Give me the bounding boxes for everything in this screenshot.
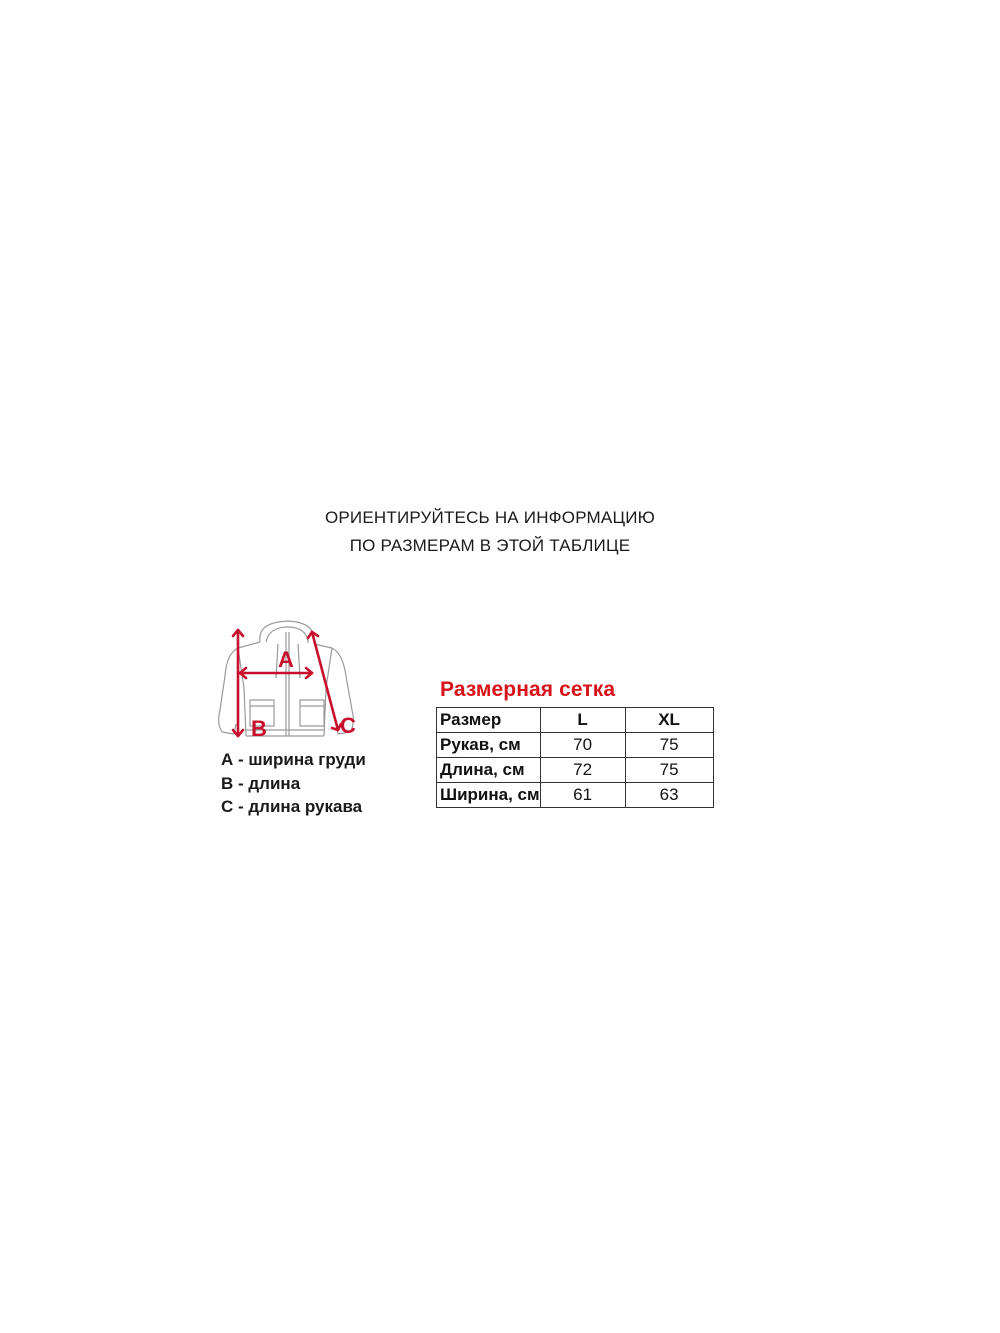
legend-item-c: С - длина рукава bbox=[221, 797, 363, 816]
intro-text bbox=[0, 504, 980, 560]
cell-xl: 63 bbox=[625, 783, 713, 808]
table-row bbox=[437, 783, 714, 808]
size-chart-title: Размерная сетка bbox=[440, 678, 616, 701]
row-label: Ширина, см bbox=[437, 783, 541, 808]
jacket-sketch-icon bbox=[208, 618, 368, 746]
header-cell-l: L bbox=[540, 708, 625, 733]
table-header-row bbox=[437, 708, 714, 733]
cell-l: 72 bbox=[540, 758, 625, 783]
cell-xl: 75 bbox=[625, 758, 713, 783]
label-b: B bbox=[251, 716, 267, 741]
size-chart-table bbox=[436, 707, 714, 808]
legend-item-b: В - длина bbox=[221, 773, 301, 793]
cell-l: 61 bbox=[540, 783, 625, 808]
cell-l: 70 bbox=[540, 733, 625, 758]
cell-xl: 75 bbox=[625, 733, 713, 758]
measurement-legend bbox=[221, 748, 366, 819]
legend-item-a: А - ширина груди bbox=[221, 750, 366, 769]
row-label: Длина, см bbox=[437, 758, 541, 783]
label-c: C bbox=[340, 713, 356, 738]
jacket-measurement-diagram bbox=[208, 618, 368, 746]
intro-line-2: ПО РАЗМЕРАМ В ЭТОЙ ТАБЛИЦЕ bbox=[349, 536, 631, 555]
row-label: Рукав, см bbox=[437, 733, 541, 758]
intro-line-1: ОРИЕНТИРУЙТЕСЬ НА ИНФОРМАЦИЮ bbox=[324, 508, 656, 527]
header-cell-xl: XL bbox=[625, 708, 713, 733]
table-row bbox=[437, 758, 714, 783]
label-a: A bbox=[278, 647, 294, 672]
table-row bbox=[437, 733, 714, 758]
header-cell-size: Размер bbox=[437, 708, 541, 733]
